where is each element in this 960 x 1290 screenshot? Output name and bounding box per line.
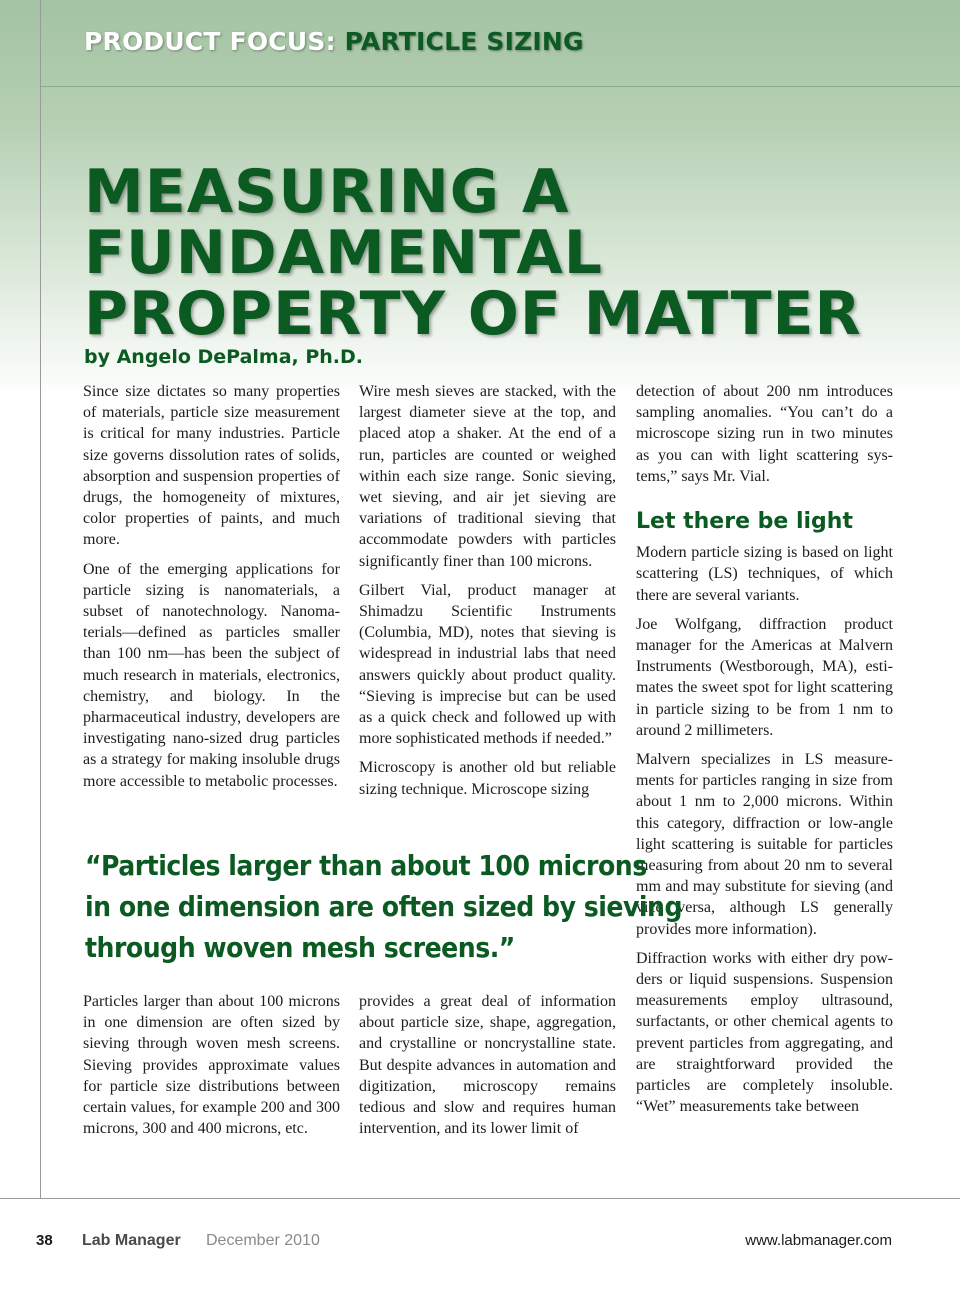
- paragraph: Gilbert Vial, product manager at Shimadzu Scientific Instruments (Columbia, MD), notes that sieving is widespread in industrial labs that need answers quickly about product quality. “Sieving is imprecise but can be used as a quick check and followed up with more sophisticated methods if needed.”: [359, 581, 616, 748]
- paragraph: Since size dictates so many properties of materials, particle size measurement is critical for many industries. Particle size governs dissolution rates of solids, absorption and suspension properties of drugs, the homogeneity of mixtures, color properties of paints, and much more.: [83, 383, 340, 549]
- pull-quote-line: in one dimension are often sized by sieving: [85, 890, 682, 923]
- issue-date: December 2010: [206, 1232, 320, 1249]
- subheading: Let there be light: [636, 509, 853, 535]
- pull-quote-line: through woven mesh screens.”: [85, 931, 515, 964]
- section-label-topic: PARTICLE SIZING: [344, 27, 584, 56]
- page-footer: [0, 1232, 960, 1254]
- section-label-lead: PRODUCT FOCUS:: [84, 27, 336, 56]
- title-line: PROPERTY OF MATTER: [84, 279, 862, 349]
- title-line: FUNDAMENTAL: [84, 218, 604, 288]
- left-margin-rule: [40, 0, 41, 1198]
- pull-quote-line: “Particles larger than about 100 microns: [85, 849, 647, 882]
- section-label: [84, 27, 584, 56]
- column-2: [359, 381, 616, 808]
- paragraph: Modern particle sizing is based on light scattering (LS) techniques, of which there are several variants.: [636, 544, 893, 604]
- column-1-lower: [83, 991, 340, 1147]
- paragraph: Particles larger than about 100 microns in one dimension are often sized by sieving through woven mesh screens. Sieving provides approximate values for particle size distributions between certain values, for example 200 and 300 microns, 300 and 400 microns, etc.: [83, 993, 340, 1138]
- paragraph: Diffraction works with either dry powders or liquid suspensions. Suspension measurements employ ultrasound, surfactants, or other chemical agents to prevent particles from aggregating, and are straightforward provided the particles are completely insoluble. “Wet” measurements take between: [636, 949, 893, 1116]
- paragraph: detection of about 200 nm introduces sampling anomalies. “You can’t do a microscope sizing run in two minutes as you can with light scattering systems,” says Mr. Vial.: [636, 383, 893, 485]
- article-title: [84, 157, 862, 349]
- byline: by Angelo DePalma, Ph.D.: [84, 346, 364, 368]
- page-number: 38: [36, 1232, 53, 1249]
- paragraph: One of the emerging applications for particle sizing is nanomaterials, a subset of nanotechnology. Nanomaterials—defined as particles smaller than 100 nm—has been the subject of much research in materials, electronics, chemistry, and biology. In the pharmaceutical industry, developers are investigating nano-sized drug particles as a strategy for making insoluble drugs more accessible to metabolic processes.: [83, 560, 340, 790]
- title-line: MEASURING A: [84, 157, 570, 227]
- column-2-lower: [359, 991, 616, 1147]
- footer-rule: [0, 1198, 960, 1199]
- website-link[interactable]: www.labmanager.com: [745, 1232, 892, 1249]
- header-rule: [40, 86, 960, 87]
- paragraph: Wire mesh sieves are stacked, with the largest diameter sieve at the top, and placed atop a shaker. At the end of a run, particles are counted or weighed within each size range. Sonic sieving, wet sieving, and air jet sieving are variations of traditional sieving that accommodate powders with particles significantly finer than 100 microns.: [359, 383, 616, 570]
- paragraph: Microscopy is another old but reliable sizing technique. Microscope sizing: [359, 759, 616, 798]
- paragraph: provides a great deal of information about particle size, shape, aggregation, and crystalline or noncrystalline state. But despite advances in automation and digitization, microscopy remains tedious and slow and requires human intervention, and its lower limit of: [359, 993, 616, 1138]
- paragraph: Malvern specializes in LS measurements for particles ranging in size from about 1 nm to 2,000 microns. Within this category, diffraction or low-angle light scattering is suitable for particles measuring from about 20 nm to several mm and may substitute for sieving (and vice versa, although LS generally provides more information).: [636, 751, 893, 938]
- magazine-name: Lab Manager: [82, 1232, 181, 1249]
- pull-quote: [85, 845, 682, 968]
- column-1: [83, 381, 340, 800]
- column-3: [636, 381, 893, 1126]
- paragraph: Joe Wolfgang, diffraction product manager for the Americas at Malvern Instruments (Westborough, MA), estimates the sweet spot for light scattering in particle sizing to be from 1 nm to around 2 millimeters.: [636, 615, 893, 739]
